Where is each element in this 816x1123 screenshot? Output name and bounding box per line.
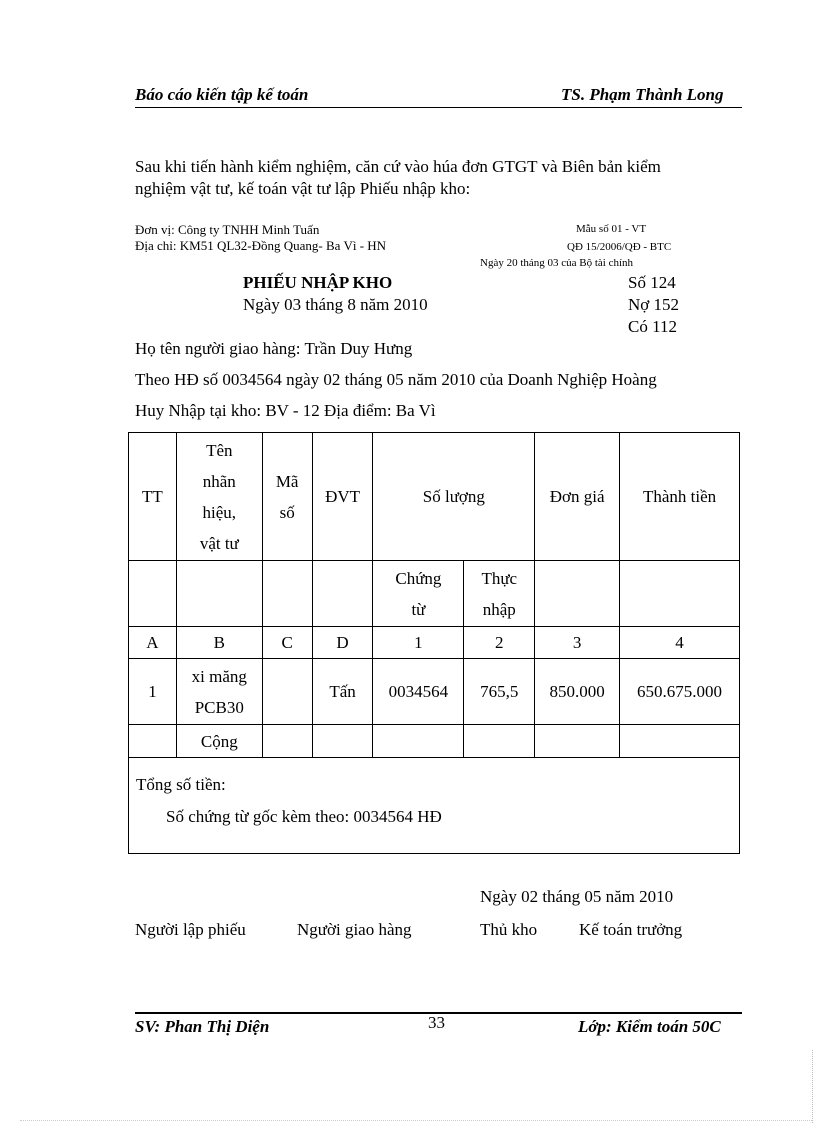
page-edge-bottom — [20, 1120, 812, 1121]
col-tt: TT — [129, 433, 177, 561]
index-cell: A — [129, 627, 177, 659]
col-name-l2: nhãn — [202, 471, 236, 491]
intro-line-2: nghiệm vật tư, kế toán vật tư lập Phiếu nhập kho: — [135, 179, 471, 198]
document-date: Ngày 03 tháng 8 năm 2010 — [243, 295, 428, 314]
col-actual-qty — [464, 561, 535, 627]
invoice-line: Theo HĐ số 0034564 ngày 02 tháng 05 năm 2010 của Doanh Nghiệp Hoàng — [135, 370, 657, 389]
table-total-row — [129, 725, 740, 758]
header-right: TS. Phạm Thành Long — [561, 85, 724, 104]
item-price: 850.000 — [535, 659, 620, 725]
company-address: Địa chỉ: KM51 QL32-Đồng Quang- Ba Vì - HN — [135, 238, 387, 253]
footer-class: Lớp: Kiểm toán 50C — [578, 1017, 721, 1036]
attached-docs: Số chứng từ gốc kèm theo: 0034564 HĐ — [166, 807, 442, 826]
header-left: Báo cáo kiến tập kế toán — [135, 85, 309, 104]
col-code-l1: Mã — [275, 471, 299, 491]
table-index-row — [129, 627, 740, 659]
intro-line-1: Sau khi tiến hành kiểm nghiệm, căn cứ vào húa đơn GTGT và Biên bản kiểm — [135, 157, 661, 176]
index-cell: 4 — [620, 627, 740, 659]
col-amount: Thành tiền — [620, 433, 740, 561]
item-name-l1: xi măng — [191, 666, 247, 686]
col-name-l1: Tên — [206, 440, 233, 460]
item-amount: 650.675.000 — [620, 659, 740, 725]
warehouse-line: Huy Nhập tại kho: BV - 12 Địa điểm: Ba Vì — [135, 401, 436, 420]
index-cell: 1 — [373, 627, 464, 659]
page-number: 33 — [428, 1013, 445, 1032]
item-tt: 1 — [129, 659, 177, 725]
col-quantity: Số lượng — [373, 433, 535, 561]
total-amount-label: Tổng số tiền: — [136, 775, 226, 794]
form-decision: QĐ 15/2006/QĐ - BTC — [567, 241, 672, 253]
col-price: Đơn giá — [535, 433, 620, 561]
signature-date: Ngày 02 tháng 05 năm 2010 — [480, 887, 674, 906]
deliverer-line: Họ tên người giao hàng: Trần Duy Hưng — [135, 339, 413, 358]
col-actual-qty-l2: nhập — [482, 599, 516, 619]
signature-chief-accountant: Kế toán trưởng — [579, 920, 683, 939]
index-cell: 2 — [464, 627, 535, 659]
col-name-l3: hiệu, — [202, 502, 237, 522]
item-name-l2: PCB30 — [194, 697, 244, 717]
col-doc-qty — [373, 561, 464, 627]
page-edge-right — [812, 1050, 813, 1123]
table-row — [129, 659, 740, 725]
receipt-table — [128, 432, 740, 758]
col-actual-qty-l1: Thực — [481, 568, 518, 588]
item-actual-qty: 765,5 — [464, 659, 535, 725]
col-unit: ĐVT — [312, 433, 373, 561]
debit-account: Nợ 152 — [628, 295, 680, 314]
signature-deliverer: Người giao hàng — [297, 920, 412, 939]
col-doc-qty-l1: Chứng — [395, 568, 442, 588]
summary-box — [128, 757, 740, 854]
signature-preparer: Người lập phiếu — [135, 920, 246, 939]
document-title: PHIẾU NHẬP KHO — [243, 273, 393, 292]
form-code: Mẫu số 01 - VT — [576, 223, 647, 235]
index-cell: 3 — [535, 627, 620, 659]
voucher-number: Số 124 — [628, 273, 676, 292]
col-name — [176, 433, 262, 561]
index-cell: C — [262, 627, 312, 659]
col-name-l4: vật tư — [199, 533, 239, 553]
item-name — [176, 659, 262, 725]
form-date: Ngày 20 tháng 03 của Bộ tài chính — [480, 257, 634, 269]
col-doc-qty-l2: từ — [411, 599, 426, 619]
signature-storekeeper: Thủ kho — [480, 920, 538, 939]
table-subheader-row — [129, 561, 740, 627]
col-code-l2: số — [279, 502, 295, 522]
index-cell: D — [312, 627, 373, 659]
credit-account: Có 112 — [628, 317, 677, 336]
footer-student: SV: Phan Thị Diện — [135, 1017, 270, 1036]
item-code — [262, 659, 312, 725]
index-cell: B — [176, 627, 262, 659]
col-code — [262, 433, 312, 561]
item-doc-qty: 0034564 — [373, 659, 464, 725]
table-header-row — [129, 433, 740, 561]
company-unit: Đơn vị: Công ty TNHH Minh Tuấn — [135, 222, 320, 237]
header-rule — [135, 107, 742, 108]
total-label: Cộng — [176, 725, 262, 758]
item-unit: Tấn — [312, 659, 373, 725]
